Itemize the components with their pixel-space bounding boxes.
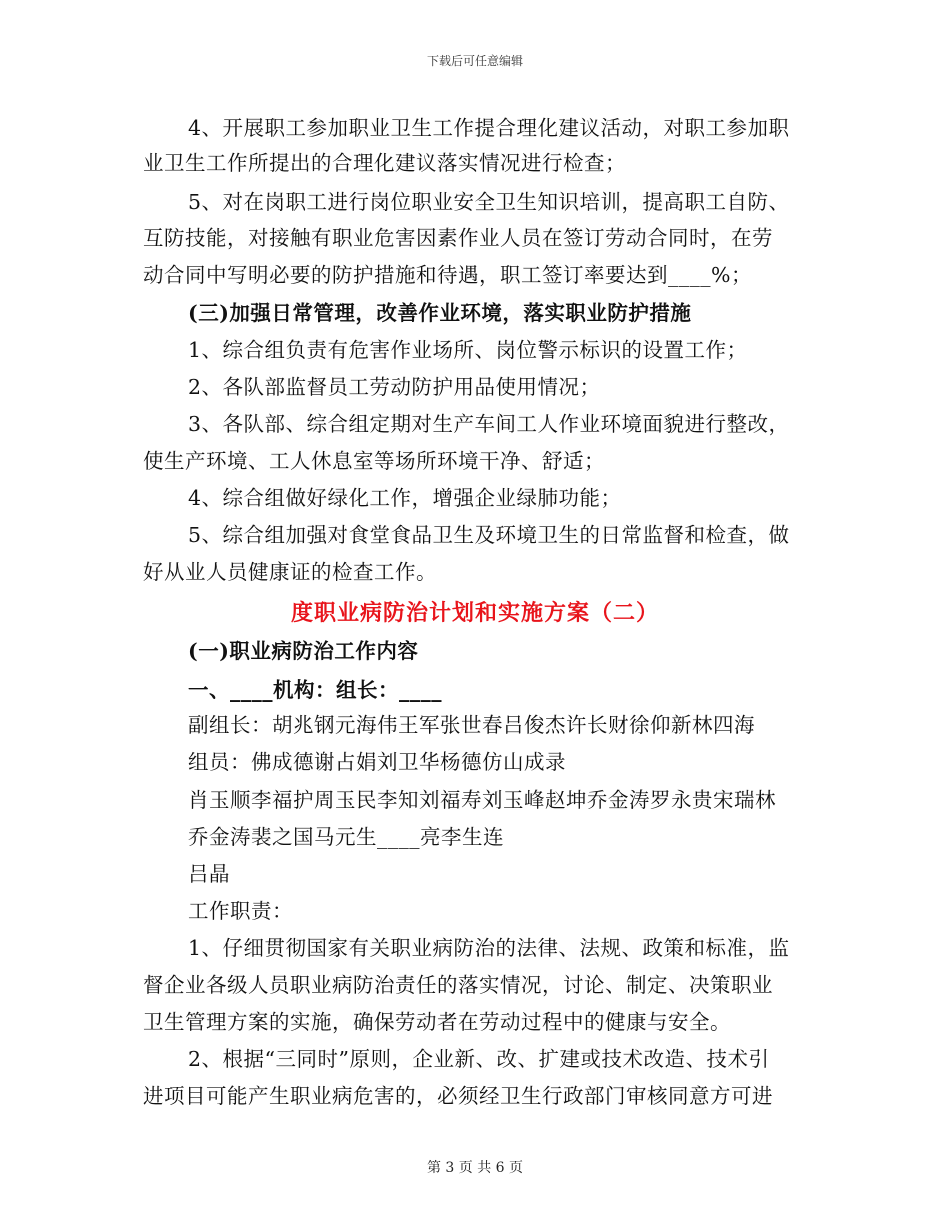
page-footer: 第 3 页 共 6 页: [426, 1160, 524, 1176]
paragraph-line: 4、开展职工参加职业卫生工作提合理化建议活动，对职工参加职: [188, 116, 790, 140]
page-header: 下载后可任意编辑: [426, 54, 523, 68]
section-heading: (一)职业病防治工作内容: [188, 639, 419, 663]
paragraph-line: 使生产环境、工人休息室等场所环境干净、舒适；: [143, 449, 605, 473]
paragraph-line: 5、对在岗职工进行岗位职业安全卫生知识培训，提高职工自防、: [188, 190, 790, 214]
section-heading: (三)加强日常管理，改善作业环境，落实职业防护措施: [188, 301, 692, 325]
paragraph-line: 1、仔细贯彻国家有关职业病防治的法律、法规、政策和标准，监: [188, 936, 790, 960]
paragraph-line: 乔金涛裴之国马元生____亮李生连: [188, 825, 504, 849]
paragraph-line: 督企业各级人员职业病防治责任的落实情况，讨论、制定、决策职业: [143, 973, 773, 997]
paragraph-line: 5、综合组加强对食堂食品卫生及环境卫生的日常监督和检查，做: [188, 523, 790, 547]
section-heading: 一、____机构：组长：____: [188, 678, 442, 702]
paragraph-line: 好从业人员健康证的检查工作。: [143, 560, 437, 584]
paragraph-line: 业卫生工作所提出的合理化建议落实情况进行检查；: [143, 151, 626, 175]
paragraph-line: 进项目可能产生职业病危害的，必须经卫生行政部门审核同意方可进: [143, 1084, 773, 1108]
paragraph-line: 2、根据“三同时”原则，企业新、改、扩建或技术改造、技术引: [188, 1047, 770, 1071]
paragraph-line: 工作职责：: [188, 899, 293, 923]
section-title: 度职业病防治计划和实施方案（二）: [290, 600, 659, 626]
paragraph-line: 4、综合组做好绿化工作，增强企业绿肺功能；: [188, 486, 622, 510]
paragraph-line: 动合同中写明必要的防护措施和待遇，职工签订率要达到____%；: [143, 263, 752, 287]
paragraph-line: 副组长：胡兆钢元海伟王军张世春吕俊杰许长财徐仰新林四海: [188, 713, 755, 737]
paragraph-line: 2、各队部监督员工劳动防护用品使用情况；: [188, 375, 601, 399]
paragraph-line: 互防技能，对接触有职业危害因素作业人员在签订劳动合同时，在劳: [143, 226, 773, 250]
paragraph-line: 1、综合组负责有危害作业场所、岗位警示标识的设置工作；: [188, 338, 748, 362]
paragraph-line: 肖玉顺李福护周玉民李知刘福寿刘玉峰赵坤乔金涛罗永贵宋瑞林: [188, 788, 776, 812]
paragraph-line: 卫生管理方案的实施，确保劳动者在劳动过程中的健康与安全。: [143, 1010, 731, 1034]
paragraph-line: 吕晶: [188, 862, 230, 886]
paragraph-line: 3、各队部、综合组定期对生产车间工人作业环境面貌进行整改，: [188, 412, 790, 436]
paragraph-line: 组员：佛成德谢占娟刘卫华杨德仿山成录: [188, 750, 566, 774]
